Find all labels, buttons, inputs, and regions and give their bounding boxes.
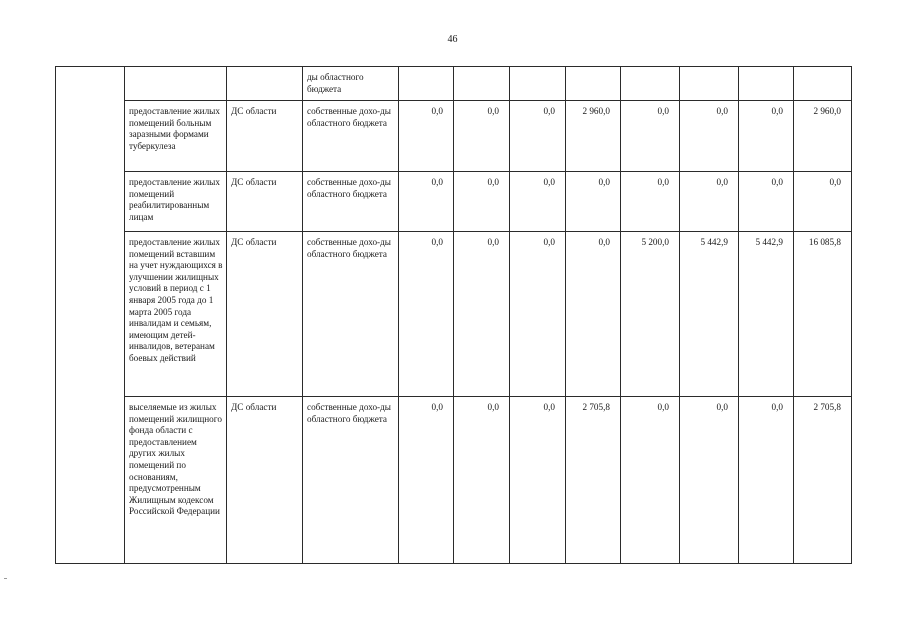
measure-name-cell	[125, 67, 227, 101]
value-cell: 0,0	[510, 232, 566, 397]
scan-edge-mark	[4, 578, 7, 579]
value-cell: 0,0	[510, 397, 566, 564]
value-cell: 0,0	[454, 397, 510, 564]
value-cell	[454, 67, 510, 101]
budget-table	[55, 66, 852, 564]
value-cell	[680, 67, 739, 101]
value-cell	[794, 67, 852, 101]
value-cell: 0,0	[566, 232, 621, 397]
value-cell	[621, 67, 680, 101]
executor-cell: ДС области	[227, 397, 303, 564]
funding-source-cell: собственные дохо-ды областного бюджета	[303, 232, 399, 397]
page-number: 46	[447, 34, 458, 45]
value-cell: 0,0	[399, 397, 454, 564]
table-row	[56, 101, 852, 172]
value-cell: 0,0	[680, 397, 739, 564]
value-cell: 0,0	[510, 172, 566, 232]
value-cell: 2 960,0	[794, 101, 852, 172]
value-cell: 0,0	[621, 101, 680, 172]
value-cell: 5 442,9	[680, 232, 739, 397]
value-cell: 2 705,8	[566, 397, 621, 564]
measure-name-cell: предоставление жилых помещений реабилитированным лицам	[125, 172, 227, 232]
value-cell: 16 085,8	[794, 232, 852, 397]
value-cell: 0,0	[794, 172, 852, 232]
value-cell: 0,0	[680, 101, 739, 172]
table-row	[56, 67, 852, 101]
value-cell: 0,0	[621, 397, 680, 564]
value-cell	[399, 67, 454, 101]
funding-source-cell: ды областного бюджета	[303, 67, 399, 101]
value-cell: 0,0	[454, 172, 510, 232]
funding-source-cell: собственные дохо-ды областного бюджета	[303, 397, 399, 564]
value-cell: 2 705,8	[794, 397, 852, 564]
table-row	[56, 172, 852, 232]
value-cell: 0,0	[510, 101, 566, 172]
measure-name-cell: предоставление жилых помещений больным заразными формами туберкулеза	[125, 101, 227, 172]
value-cell	[510, 67, 566, 101]
table-row	[56, 397, 852, 564]
value-cell: 2 960,0	[566, 101, 621, 172]
measure-name-cell: выселяемые из жилых помещений жилищного фонда области с предоставлением других жилых помещений по основаниям, предусмотренным Жилищным кодексом Российской Федерации	[125, 397, 227, 564]
funding-source-cell: собственные дохо-ды областного бюджета	[303, 101, 399, 172]
value-cell: 0,0	[399, 101, 454, 172]
value-cell: 0,0	[399, 232, 454, 397]
table-row	[56, 232, 852, 397]
value-cell: 0,0	[454, 101, 510, 172]
value-cell: 0,0	[621, 172, 680, 232]
executor-cell: ДС области	[227, 101, 303, 172]
value-cell: 0,0	[680, 172, 739, 232]
value-cell: 5 442,9	[739, 232, 794, 397]
executor-cell	[227, 67, 303, 101]
value-cell: 0,0	[454, 232, 510, 397]
value-cell: 0,0	[739, 101, 794, 172]
value-cell	[566, 67, 621, 101]
value-cell: 0,0	[399, 172, 454, 232]
value-cell	[739, 67, 794, 101]
merged-left-cell	[56, 67, 125, 564]
executor-cell: ДС области	[227, 172, 303, 232]
value-cell: 0,0	[739, 397, 794, 564]
value-cell: 5 200,0	[621, 232, 680, 397]
executor-cell: ДС области	[227, 232, 303, 397]
measure-name-cell: предоставление жилых помещений вставшим на учет нуждающихся в улучшении жилищных условий в период с 1 января 2005 года до 1 марта 2005 года инвалидам и семьям, имеющим детей-инвалидов, ветеранам боевых действий	[125, 232, 227, 397]
value-cell: 0,0	[739, 172, 794, 232]
funding-source-cell: собственные дохо-ды областного бюджета	[303, 172, 399, 232]
value-cell: 0,0	[566, 172, 621, 232]
